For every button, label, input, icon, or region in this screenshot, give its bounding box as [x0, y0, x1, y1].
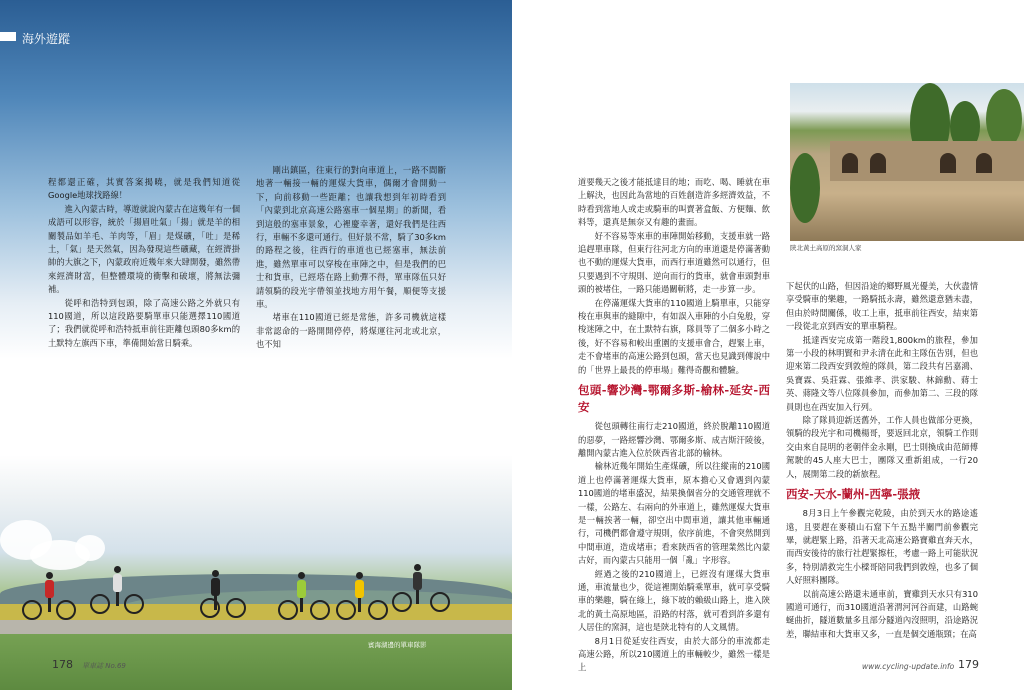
cave-door — [976, 153, 992, 173]
paragraph: 經過之後的210國道上，已經沒有運煤大貨車通，車流量也少，從這裡開始騎乘單車，就可享受騎車的樂趣，騎在綠上，綠下坡的賴級山路上，進入陝北的黃土高原地區，沿路的村落，就可看到許多還有人居住的窯洞，這也是陝北特有的人文風情。 — [578, 568, 770, 633]
section-tab-marker — [0, 32, 16, 41]
paragraph: 堵車在110國道已經是常態，許多司機就這樣非常認命的一路開開停停，將煤運往河北或北京，也不知 — [256, 312, 446, 350]
paragraph: 好不容易等來車的車陣開始移動，支援車就一路追趕單車隊，但東行往河北方向的車道還是停滿著動也不動的運煤大貨車，而西行車道雖然可以通行，但只要遇到不守規則、逆向而行的貨車，就會車頭對車頭的被堵住，一路只能過關斬將，走一步算一步。 — [578, 230, 770, 295]
section-heading: 包頭-響沙灣-鄂爾多斯-榆林-延安-西安 — [578, 383, 770, 415]
photo-caption: 賓海湖邊的單車隊影 — [368, 641, 427, 649]
article-column-3 — [578, 176, 770, 675]
paragraph: 抵達西安完成第一階段1,800km的旅程，參加第一小段的林明賢和尹永清在此和主隊伍告別，但也迎來第二段西安到敦煌的隊員，第二段共有呂嘉鴻、吳寶霖、吳莊霖、張維孝、洪家駿、林錦勳、蔣士英、蔣隆文等八位隊員參加，而參加第二、三段的隊員則也在西安加入行列。 — [786, 334, 978, 412]
website-url[interactable]: www.cycling-update.info — [862, 662, 955, 671]
paragraph: 進入內蒙古時，導遊就說內蒙古在這幾年有一個成語可以形容，統於「揚眉吐氣」「揚」就是羊的相關製品如羊毛、羊肉等，「眉」是煤礦，「吐」是稀土，「氣」是天然氣，因為發現這些礦藏，在經濟掛帥的大旗之下，內蒙政府近幾年來大肆開發，雖然帶來經濟財富，但整體環境的衝擊和破壞，將無法彌補。 — [48, 203, 240, 295]
photo-caption: 陝北黃土高原的窯洞人家 — [790, 244, 862, 252]
section-heading: 西安-天水-蘭州-西寧-張掖 — [786, 487, 921, 502]
cyclist-figure — [200, 570, 250, 622]
paragraph: 8月1日從延安往西安，由於大部分的車流都走高速公路，所以210國道上的車輛較少，雖然一樣是上 — [578, 635, 770, 673]
article-column-2 — [256, 164, 446, 352]
cloud-shape — [75, 535, 105, 561]
cyclist-figure — [278, 572, 334, 624]
article-column-4 — [786, 280, 978, 641]
cyclist-figure — [20, 572, 80, 624]
cyclist-figure — [336, 572, 392, 624]
page-number: 178 — [52, 658, 73, 671]
paragraph: 程都還正確，其實答案揭曉，就是我們知道從Google地球找路線！ — [48, 177, 240, 201]
paragraph: 從呼和浩特到包頭，除了高速公路之外就只有110國道，所以這段路要騎單車只能選擇110國道了；我們就從呼和浩特抵車前往距離包頭80多km的土默特左旗西下車，準備開始當日騎乘。 — [48, 297, 240, 348]
tree-shape — [790, 153, 820, 223]
tree-shape — [986, 89, 1022, 149]
paragraph: 剛出鎮區，往東行的對向車道上，一路不間斷地著一輛接一輛的運煤大貨車，偶爾才會開動一下，向前移動一些距離；也讓我想到年初時看到「內蒙到北京高速公路塞車一個星期」的新聞，看到這般的塞車景象，心裡慶幸著，還好我們是往西行，車輛不多還可通行。但好景不常，騎了30多km的路程之後，往西行的車道也已經塞車，無法前進，雖然單車可以穿梭在車陣之中，但是我們的巴士和貨車，已經塔在路上動彈不得，單車隊伍只好請領騎的段光宇帶領並找地方用午餐，順便等支援車。 — [256, 165, 446, 310]
paragraph: 道要幾天之後才能抵達目的地；而吃、喝、睡就在車上解決，也因此為當地的百姓創造許多經濟效益，不時看到當地人或走或騎車的叫賣著盒飯、方便麵、飲料等，還真是無奈又有趣的畫面。 — [578, 177, 770, 228]
cyclist-figure — [392, 564, 454, 620]
section-label: 海外遊蹤 — [22, 32, 71, 46]
page-number: 179 — [958, 658, 979, 671]
cave-door — [940, 153, 956, 173]
paragraph: 在停滿運煤大貨車的110國道上騎單車，只能穿梭在車與車的縫隙中，有如誤入車陣的小白兔般，穿梭迷陣之中，在土默特右旗，隊員等了二個多小時之後，好不容易和較出重圍的支援車會合，趕緊上車，走不會堵車的高速公路到包頭，當天也見識到傳說中的「世界上最長的停車場」難得奇觀和體驗。 — [578, 297, 770, 375]
paragraph: 8月3日上午參觀完乾陵，由於到天水的路途遙遠，且要趕在麥積山石窟下午五點半關門前參觀完畢，就趕緊上路，沿著天北高速公路寶雞直奔天水，而西安後待的旅行社趕緊擦枉，考慮一路上可能狀況多，特別請救完生小樑哥陪同我們到敦煌，也多了個人好照料團隊。 — [786, 508, 978, 586]
cave-dwelling-photo — [790, 83, 1024, 241]
cave-door — [870, 153, 886, 173]
article-column-1 — [48, 176, 240, 350]
paragraph: 以前高速公路還未通車前，寶雞到天水只有310國道可通行，而310國道沿著渭河河谷而建，山路蜿蜒曲折，隧道數量多且部分隧道內沒照明，沿途路況差，聯結車和大貨車又多，一直是個交通瓶頸；在高 — [786, 588, 978, 639]
paragraph: 下起伏的山路，但因沿途的鄉野風光優美，大伙盡情享受騎車的樂趣，一路騎抵永壽，雖然還意猶未盡，但由於時間關係，收工上車，抵車前往西安，結束第一段從北京到西安的單車騎程。 — [786, 281, 978, 332]
cave-door — [842, 153, 858, 173]
magazine-issue: 單車誌 No.69 — [82, 662, 126, 670]
paragraph: 除了隊員迎新送舊外，工作人員也做部分更換，領騎的段光宇和司機楊哥，要返回北京，領騎工作則交由來自昆明的老朝伴金永剛，巴士則換成由范師傅駕駛的45人座大巴士，團隊又重新組成，一行20人，展開第二段的新旅程。 — [786, 415, 978, 479]
earth-wall — [830, 141, 1024, 181]
paragraph: 榆林近幾年開始生產煤礦，所以往縱南的210國道上也停滿著運煤大貨車，原本擔心又會遇到內蒙110國道的堵車盛況，結果換個省分的交通管理就不一樣，公路左、右兩向的外車道上，雖然運煤大貨車是一輛挨著一輛，卻空出中間車道，讓其他車輛通行，司機們都會遵守規則，依序前進，不會突然開到中間車道，造成堵車；看來陝西省的管理業然比內蒙古好，而內蒙古只能用一個「亂」字形容。 — [578, 461, 770, 566]
paragraph: 從包頭轉往南行走210國道，終於脫離110國道的惡夢，一路經響沙灣、鄂爾多斯、成吉斯汗陵後，離開內蒙古進入位於陝西省北部的榆林。 — [578, 421, 770, 458]
cyclist-figure — [88, 566, 148, 618]
